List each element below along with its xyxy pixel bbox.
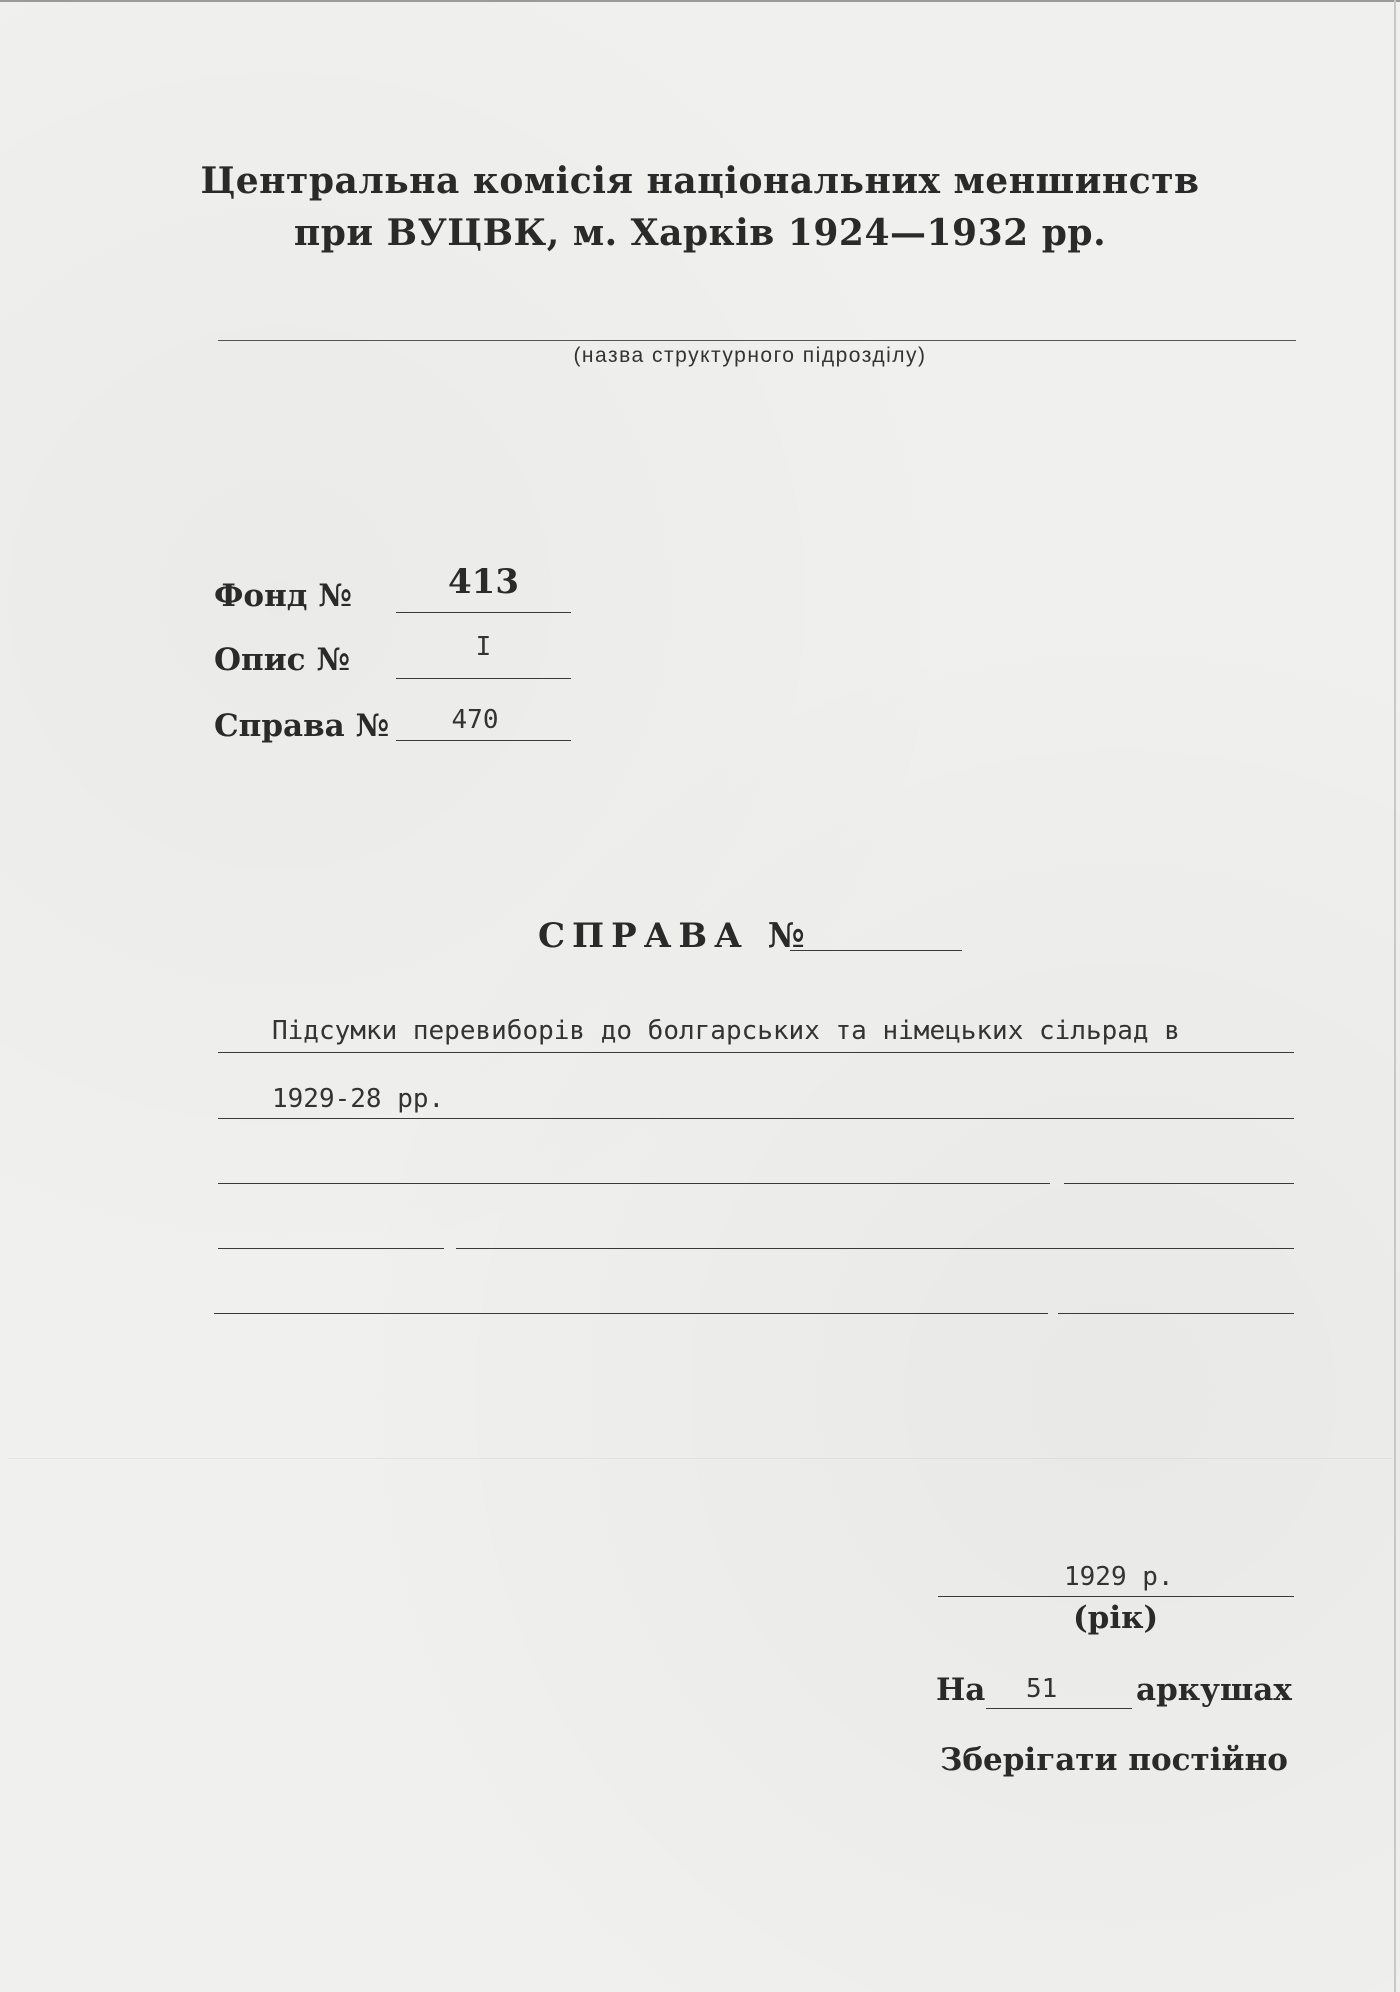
opys-value: I [475, 632, 492, 662]
header-line-1: Центральна комісія національних меншинств [200, 160, 1200, 202]
structural-unit-rule [218, 340, 1296, 341]
case-heading: СПРАВА № [538, 916, 812, 956]
case-title-rule-5a [214, 1313, 1048, 1314]
opys-rule [396, 678, 571, 679]
sheets-prefix: На [936, 1672, 986, 1708]
fond-rule [396, 612, 571, 613]
case-title-line-1: Підсумки перевиборів до болгарських та німецьких сільрад в [272, 1016, 1180, 1046]
sprava-value: 470 [451, 705, 499, 735]
top-edge-line [0, 0, 1400, 2]
case-title-rule-4a [218, 1248, 444, 1249]
right-edge-line [1394, 0, 1396, 1992]
sheets-suffix: аркушах [1136, 1672, 1292, 1708]
sprava-rule [396, 740, 571, 741]
retention-note: Зберігати постійно [940, 1742, 1288, 1778]
case-title-rule-2 [218, 1118, 1294, 1119]
year-caption: (рік) [1073, 1600, 1159, 1636]
opys-label: Опис № [214, 642, 351, 678]
sheets-value: 51 [1026, 1674, 1058, 1704]
sheets-rule [986, 1708, 1132, 1709]
header-line-2: при ВУЦВК, м. Харків 1924—1932 рр. [293, 212, 1107, 254]
fond-value: 413 [448, 562, 519, 602]
case-title-rule-5b [1058, 1313, 1294, 1314]
case-number-rule [790, 950, 962, 951]
case-title-rule-3a [218, 1183, 1050, 1184]
fond-label: Фонд № [214, 578, 352, 614]
case-title-rule-4b [456, 1248, 1294, 1249]
year-rule [938, 1596, 1294, 1597]
case-title-line-2: 1929-28 рр. [272, 1084, 445, 1114]
sprava-label: Справа № [214, 708, 390, 744]
structural-unit-caption: (назва структурного підрозділу) [573, 344, 927, 367]
case-title-rule-1 [218, 1052, 1294, 1053]
paper-fold [8, 1458, 1392, 1460]
case-title-rule-3b [1064, 1183, 1294, 1184]
year-value: 1929 р. [1064, 1562, 1174, 1592]
